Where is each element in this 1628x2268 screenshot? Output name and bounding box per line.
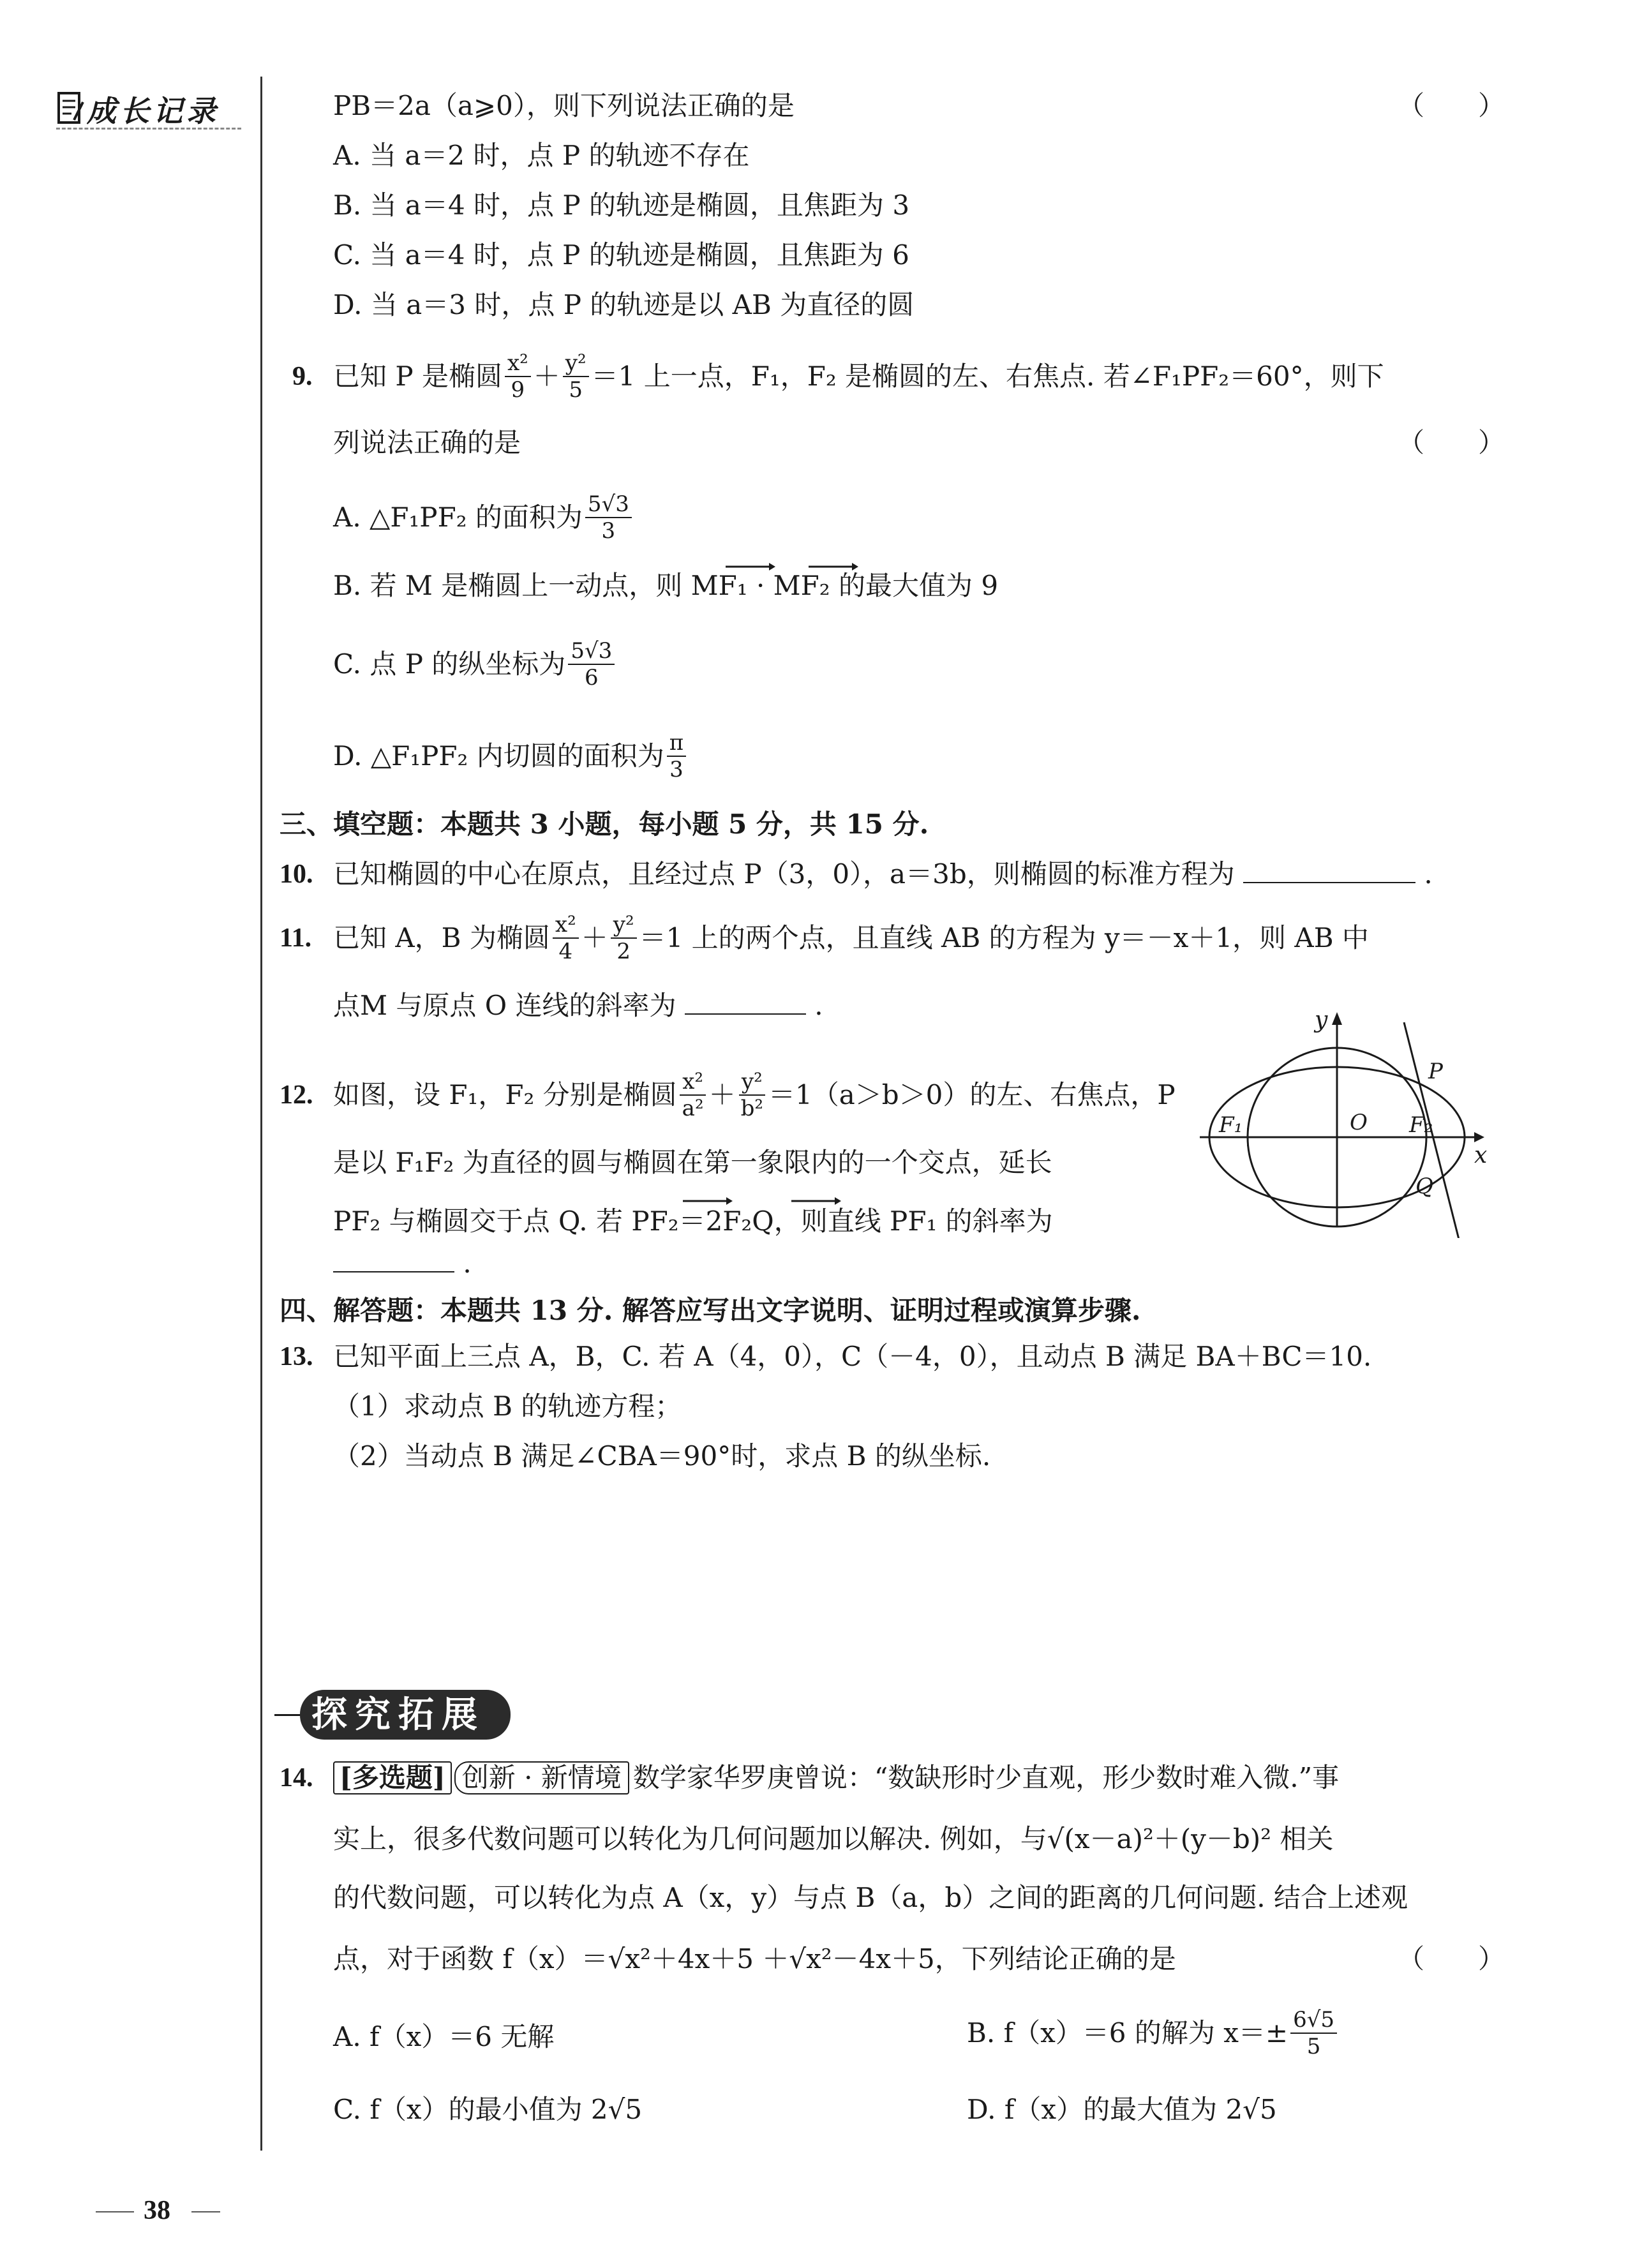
q9-frac1-den: 9 <box>511 377 525 403</box>
q13-part-2: （2）当动点 B 满足∠CBA＝90°时，求点 B 的纵坐标. <box>333 1440 991 1472</box>
q12-line2: 是以 F₁F₂ 为直径的圆与椭圆在第一象限内的一个交点，延长 <box>333 1147 1052 1178</box>
q12-line3: PF₂ 与椭圆交于点 Q. 若 PF₂＝2F₂Q，则直线 PF₁ 的斜率为 <box>333 1205 1053 1237</box>
q9-paren: （ ） <box>1398 427 1505 458</box>
q9-stem-post: ＝1 上一点，F₁，F₂ 是椭圆的左、右焦点. 若∠F₁PF₂＝60°，则下 <box>591 361 1384 392</box>
q9-vector-arrow-1 <box>724 562 775 574</box>
q14-line2: 实上，很多代数问题可以转化为几何问题加以解决. 例如，与√(x－a)²＋(y－b)² 相关 <box>333 1823 1334 1854</box>
figure-label-q: Q <box>1415 1174 1433 1199</box>
q14-number: 14. <box>280 1763 313 1793</box>
q11-answer-blank[interactable] <box>685 988 806 1015</box>
q9-fraction-1 <box>505 350 531 403</box>
q8-option-a: A. 当 a＝2 时，点 P 的轨迹不存在 <box>333 140 750 171</box>
q9-vector-arrow-2 <box>807 562 858 574</box>
sidebar-label: 成长记录 <box>87 94 220 128</box>
q12-fraction-1 <box>680 1069 706 1121</box>
q11-number: 11. <box>280 923 312 953</box>
q9-option-d-text: D. △F₁PF₂ 内切圆的面积为 <box>333 740 664 772</box>
q9-option-c-fraction <box>568 638 615 690</box>
q11-line2 <box>333 987 823 1025</box>
q11-plus: ＋ <box>581 922 608 953</box>
q9-optD-den: 3 <box>669 757 683 782</box>
q14-line1 <box>333 1759 1339 1797</box>
q11-stem-pre: 已知 A，B 为椭圆 <box>333 922 550 953</box>
figure-y-arrow <box>1332 1012 1342 1025</box>
q14-option-c: C. f（x）的最小值为 2√5 <box>333 2094 643 2125</box>
q9-option-a <box>333 482 634 553</box>
q9-option-c-text: C. 点 P 的纵坐标为 <box>333 648 566 680</box>
q8-option-b: B. 当 a＝4 时，点 P 的轨迹是椭圆，且焦距为 3 <box>333 190 910 221</box>
section-4-heading: 四、解答题：本题共 13 分. 解答应写出文字说明、证明过程或演算步骤. <box>280 1295 1141 1326</box>
q14-optB-den: 5 <box>1306 2034 1321 2059</box>
figure-label-o: O <box>1350 1110 1368 1135</box>
q12-line4 <box>333 1244 472 1283</box>
q9-frac2-num: y² <box>563 350 589 377</box>
q14-type-tag: [多选题] <box>333 1761 452 1794</box>
q9-frac1-num: x² <box>505 350 531 377</box>
q12-frac2-num: y² <box>739 1069 765 1096</box>
q12-stem-post: ＝1（a＞b＞0）的左、右焦点，P <box>768 1079 1176 1110</box>
q11-fraction-2 <box>611 912 637 964</box>
q12-frac1-num: x² <box>680 1069 706 1096</box>
banner-rule <box>274 1714 300 1716</box>
q14-option-b <box>967 1995 1340 2071</box>
q12-number: 12. <box>280 1080 313 1110</box>
sidebar-rule <box>56 128 241 130</box>
q9-plus: ＋ <box>533 361 560 392</box>
q11-stem <box>333 905 1369 971</box>
q8-paren: （ ） <box>1398 90 1505 121</box>
q12-stem-pre: 如图，设 F₁，F₂ 分别是椭圆 <box>333 1079 677 1110</box>
figure-label-f1: F₁ <box>1219 1112 1243 1138</box>
q9-optA-den: 3 <box>601 518 616 544</box>
q9-frac2-den: 5 <box>569 377 583 403</box>
q11-frac1-den: 4 <box>558 939 573 964</box>
notebook-icon <box>56 89 84 125</box>
q9-stem <box>333 345 1384 408</box>
q9-option-b: B. 若 M 是椭圆上一动点，则 MF₁ · MF₂ 的最大值为 9 <box>333 570 999 601</box>
q9-option-c <box>333 629 617 699</box>
figure-label-y: y <box>1315 1007 1328 1033</box>
q13-part-1: （1）求动点 B 的轨迹方程； <box>333 1391 682 1422</box>
q11-frac2-num: y² <box>611 912 637 939</box>
q9-optC-num: 5√3 <box>568 638 615 665</box>
sidebar-divider <box>260 77 262 2151</box>
q14-option-d: D. f（x）的最大值为 2√5 <box>967 2094 1277 2125</box>
q14-option-b-text: B. f（x）＝6 的解为 x＝± <box>967 2017 1288 2048</box>
q9-optD-num: π <box>667 730 686 757</box>
q12-vector-arrow-1 <box>682 1196 733 1209</box>
q14-option-a: A. f（x）＝6 无解 <box>333 2021 555 2052</box>
q12-frac1-den: a² <box>682 1096 704 1121</box>
q9-option-a-text: A. △F₁PF₂ 的面积为 <box>333 502 583 533</box>
q9-number: 9. <box>292 362 313 391</box>
q9-option-d-fraction <box>667 730 686 782</box>
figure-label-f2: F₂ <box>1409 1112 1433 1138</box>
q14-line3: 的代数问题，可以转化为点 A（x，y）与点 B（a，b）之间的距离的几何问题. 结合上述观 <box>333 1882 1408 1913</box>
figure-label-x: x <box>1474 1142 1488 1168</box>
q10-answer-blank[interactable] <box>1243 856 1415 883</box>
q11-frac2-den: 2 <box>616 939 631 964</box>
q11-fraction-1 <box>553 912 579 964</box>
page-number-rule-right <box>191 2211 220 2212</box>
q9-optA-num: 5√3 <box>585 491 632 518</box>
q9-optC-den: 6 <box>584 665 599 690</box>
q9-stem-pre: 已知 P 是椭圆 <box>333 361 502 392</box>
page-number-rule-left <box>96 2211 134 2212</box>
q13-text: 已知平面上三点 A，B，C. 若 A（4，0），C（－4，0），且动点 B 满足 BA＋BC＝10. <box>333 1341 1372 1372</box>
q8-option-c: C. 当 a＝4 时，点 P 的轨迹是椭圆，且焦距为 6 <box>333 239 909 271</box>
q12-fraction-2 <box>738 1069 766 1121</box>
q10-end: . <box>1424 858 1433 890</box>
banner-title: 探究拓展 <box>311 1694 485 1736</box>
q14-context-tag: 创新 · 新情境 <box>454 1761 629 1794</box>
figure-label-p: P <box>1428 1059 1443 1084</box>
q14-line1-text: 数学家华罗庚曾说：“数缺形时少直观，形少数时难入微.”事 <box>632 1762 1340 1793</box>
figure-x-arrow <box>1474 1132 1484 1142</box>
q14-option-b-fraction <box>1290 2007 1337 2059</box>
ellipse-figure <box>1193 996 1493 1238</box>
q9-stem-line2: 列说法正确的是 <box>333 427 521 458</box>
q14-paren: （ ） <box>1398 1943 1505 1974</box>
q14-line4: 点，对于函数 f（x）＝√x²＋4x＋5 ＋√x²－4x＋5，下列结论正确的是 <box>333 1943 1176 1974</box>
q10-text <box>333 855 1433 893</box>
page-number: 38 <box>144 2196 170 2225</box>
q9-option-d <box>333 721 689 791</box>
q11-end: . <box>814 990 823 1021</box>
q13-number: 13. <box>280 1342 313 1371</box>
q10-number: 10. <box>280 860 313 889</box>
q9-fraction-2 <box>563 350 589 403</box>
q12-frac2-den: b² <box>740 1096 763 1121</box>
q10-text-body: 已知椭圆的中心在原点，且经过点 P（3，0），a＝3b，则椭圆的标准方程为 <box>333 858 1235 890</box>
q8-stem: PB＝2a（a⩾0），则下列说法正确的是 <box>333 90 795 121</box>
q8-option-d: D. 当 a＝3 时，点 P 的轨迹是以 AB 为直径的圆 <box>333 289 915 320</box>
q12-answer-blank[interactable] <box>333 1246 454 1272</box>
q12-vector-arrow-2 <box>790 1196 841 1209</box>
section-3-heading: 三、填空题：本题共 3 小题，每小题 5 分，共 15 分. <box>280 809 929 840</box>
q14-optB-num: 6√5 <box>1290 2007 1337 2034</box>
q9-option-a-fraction <box>585 491 632 544</box>
q11-stem-post: ＝1 上的两个点，且直线 AB 的方程为 y＝－x＋1，则 AB 中 <box>639 922 1369 953</box>
q12-stem <box>333 1061 1176 1130</box>
q11-frac1-num: x² <box>553 912 579 939</box>
q11-line2-text: 点M 与原点 O 连线的斜率为 <box>333 990 676 1021</box>
q12-end: . <box>463 1248 472 1279</box>
q12-plus: ＋ <box>708 1079 736 1110</box>
